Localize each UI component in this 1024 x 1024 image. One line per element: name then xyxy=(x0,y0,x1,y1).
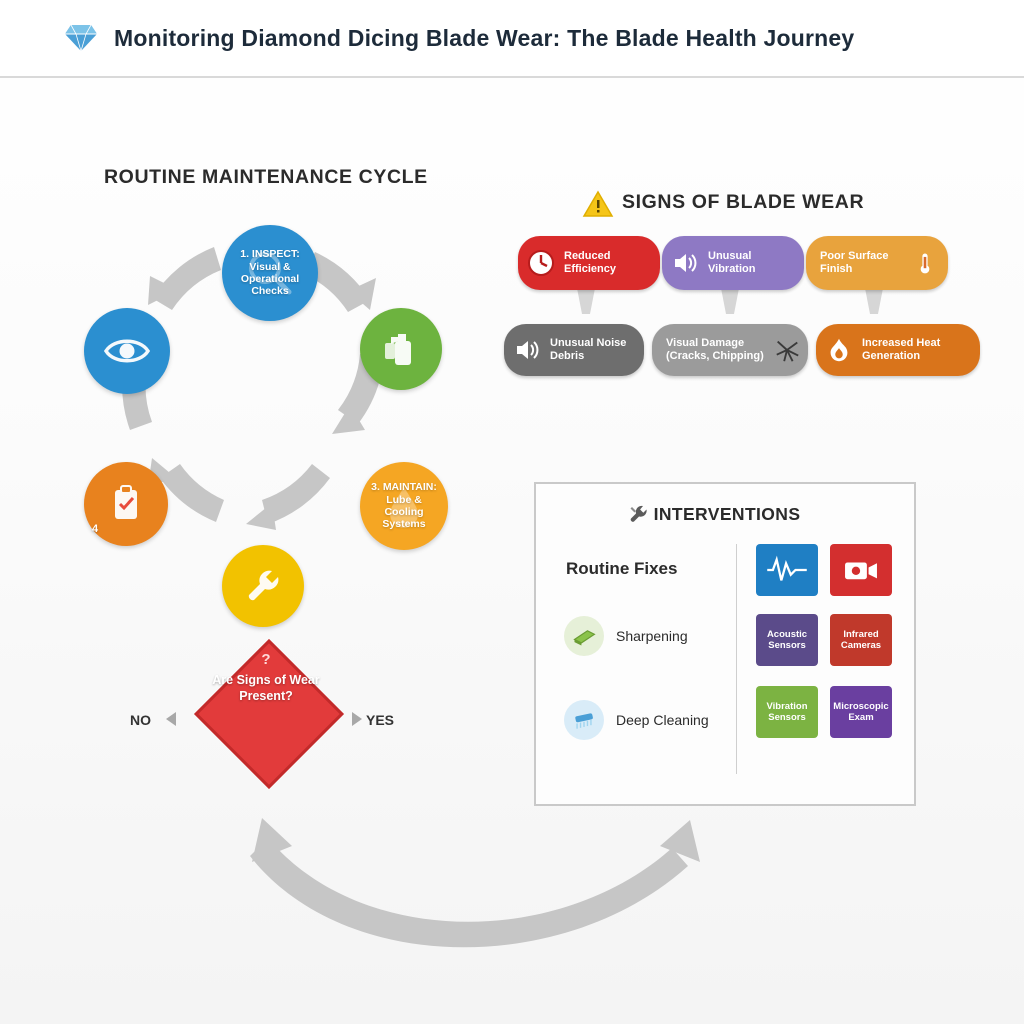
thermometer-icon xyxy=(910,248,940,278)
waveform-icon xyxy=(763,554,811,586)
cycle-node-inspect-label: 1. INSPECT: Visual & Operational Checks xyxy=(240,248,300,298)
signs-title: SIGNS OF BLADE WEAR xyxy=(622,191,865,213)
sign-label: Visual Damage (Cracks, Chipping) xyxy=(666,337,764,362)
signs-of-wear-group xyxy=(500,228,980,408)
eye-icon xyxy=(102,326,152,376)
clock-icon xyxy=(526,248,556,278)
sign-poor-surface-finish[interactable] xyxy=(806,236,948,290)
sharpening-stone-icon xyxy=(564,616,604,656)
tool-tile-microscopic-exam[interactable]: Microscopic Exam xyxy=(830,686,892,738)
cycle-node-clean[interactable] xyxy=(360,308,442,390)
brush-icon xyxy=(564,700,604,740)
sign-label: Poor Surface Finish xyxy=(820,250,889,275)
wrench-icon xyxy=(240,563,286,609)
spray-bottle-icon xyxy=(379,327,423,371)
decision-question-mark: ? xyxy=(261,651,271,668)
header xyxy=(0,0,1024,78)
tool-tile-infrared-cameras[interactable]: Infrared Cameras xyxy=(830,614,892,666)
sign-label: Unusual Vibration xyxy=(708,250,756,275)
sign-increased-heat[interactable] xyxy=(816,324,980,376)
sign-visual-damage[interactable] xyxy=(652,324,808,376)
tool-tile-camera[interactable] xyxy=(830,544,892,596)
decision-label: Are Signs of Wear Present? xyxy=(212,673,320,703)
interventions-title: INTERVENTIONS xyxy=(653,504,801,524)
cycle-title: ROUTINE MAINTENANCE CYCLE xyxy=(104,166,428,188)
crack-icon xyxy=(772,335,802,365)
flame-icon xyxy=(824,335,854,365)
cycle-node-observe[interactable] xyxy=(84,308,170,394)
tool-tile-waveform[interactable] xyxy=(756,544,818,596)
sign-label: Unusual Noise Debris xyxy=(550,337,627,362)
routine-item-label: Deep Cleaning xyxy=(616,712,709,728)
tool-tile-vibration-sensors[interactable]: Vibration Sensors xyxy=(756,686,818,738)
cycle-node-repair[interactable] xyxy=(222,545,304,627)
sign-unusual-vibration[interactable] xyxy=(662,236,804,290)
camera-icon xyxy=(840,555,882,585)
decision-node[interactable] xyxy=(200,645,332,777)
speaker-icon xyxy=(512,335,542,365)
sign-unusual-noise-debris[interactable] xyxy=(504,324,644,376)
interventions-panel xyxy=(534,482,916,806)
page-title: Monitoring Diamond Dicing Blade Wear: The Blade Health Journey xyxy=(114,24,855,51)
sign-label: Reduced Efficiency xyxy=(564,250,616,275)
speaker-icon xyxy=(670,248,700,278)
diamond-icon xyxy=(64,23,98,53)
warning-triangle-icon xyxy=(584,192,612,216)
sign-label: Increased Heat Generation xyxy=(862,337,941,362)
routine-item-deep-cleaning[interactable] xyxy=(564,700,709,740)
sign-reduced-efficiency[interactable] xyxy=(518,236,660,290)
cycle-node-inspect[interactable] xyxy=(222,225,318,321)
cycle-node-maintain-label: 3. MAINTAIN: Lube & Cooling Systems xyxy=(371,481,437,531)
cycle-node-maintain[interactable] xyxy=(360,462,448,550)
tool-tile-acoustic-sensors[interactable]: Acoustic Sensors xyxy=(756,614,818,666)
panel-divider xyxy=(736,544,737,774)
routine-item-label: Sharpening xyxy=(616,628,688,644)
cycle-node-record-label: 4 xyxy=(92,523,99,536)
cycle-node-record[interactable] xyxy=(84,462,168,546)
branch-label-no: NO xyxy=(130,712,151,728)
routine-item-sharpening[interactable] xyxy=(564,616,688,656)
maintenance-cycle xyxy=(60,200,480,670)
routine-fixes-heading: Routine Fixes xyxy=(566,559,678,578)
branch-label-yes: YES xyxy=(366,712,395,728)
clipboard-check-icon xyxy=(104,482,148,526)
